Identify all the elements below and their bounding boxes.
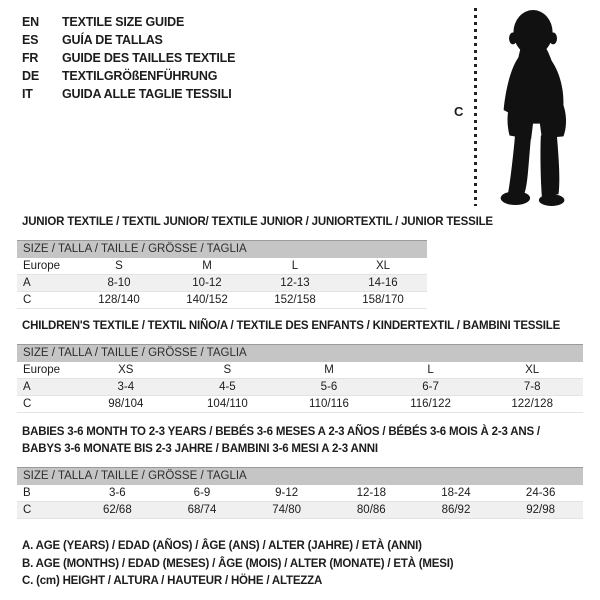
table-row xyxy=(17,485,583,502)
table-cell: L xyxy=(380,362,482,379)
height-figure xyxy=(452,6,584,210)
language-row-es xyxy=(22,31,235,49)
language-row-it xyxy=(22,85,235,103)
legend-line-c: C. (cm) HEIGHT / ALTURA / HAUTEUR / HÖHE / ALTEZZA xyxy=(22,575,323,587)
table-cell: 18-24 xyxy=(414,485,499,502)
table-cell: XS xyxy=(75,362,177,379)
toddler-silhouette-icon xyxy=(485,8,583,208)
row-label: C xyxy=(17,292,75,309)
height-marker-label: C xyxy=(454,104,464,119)
language-code: ES xyxy=(22,33,39,47)
table-cell: XL xyxy=(339,258,427,275)
children-section-title: CHILDREN'S TEXTILE / TEXTIL NIÑO/A / TEXTILE DES ENFANTS / KINDERTEXTIL / BAMBINI TESSILE xyxy=(22,320,561,332)
table-cell: 3-4 xyxy=(75,379,177,396)
row-label: A xyxy=(17,275,75,292)
language-title: TEXTILGRÖßENFÜHRUNG xyxy=(62,69,218,83)
table-cell: 5-6 xyxy=(278,379,380,396)
table-row xyxy=(17,292,427,309)
table-cell: 7-8 xyxy=(481,379,583,396)
row-label: B xyxy=(17,485,75,502)
language-title: TEXTILE SIZE GUIDE xyxy=(62,15,185,29)
junior-size-table xyxy=(17,258,427,309)
table-cell: 116/122 xyxy=(380,396,482,413)
table-cell: S xyxy=(177,362,279,379)
legend-line-b: B. AGE (MONTHS) / EDAD (MESES) / ÂGE (MOIS) / ALTER (MONATE) / ETÀ (MESI) xyxy=(22,557,454,570)
language-row-de xyxy=(22,67,235,85)
table-cell: 14-16 xyxy=(339,275,427,292)
table-cell: XL xyxy=(481,362,583,379)
table-cell: 158/170 xyxy=(339,292,427,309)
table-cell: 122/128 xyxy=(481,396,583,413)
table-cell: 68/74 xyxy=(160,502,245,519)
table-cell: 92/98 xyxy=(498,502,583,519)
table-cell: 12-13 xyxy=(251,275,339,292)
table-cell: M xyxy=(163,258,251,275)
table-cell: 24-36 xyxy=(498,485,583,502)
height-dashed-line xyxy=(474,8,477,206)
junior-section-title: JUNIOR TEXTILE / TEXTIL JUNIOR/ TEXTILE JUNIOR / JUNIORTEXTIL / JUNIOR TESSILE xyxy=(22,216,493,228)
table-cell: 74/80 xyxy=(244,502,329,519)
table-cell: 12-18 xyxy=(329,485,414,502)
table-cell: 8-10 xyxy=(75,275,163,292)
table-cell: 110/116 xyxy=(278,396,380,413)
row-label: C xyxy=(17,502,75,519)
language-row-en xyxy=(22,13,235,31)
row-label: A xyxy=(17,379,75,396)
table-cell: S xyxy=(75,258,163,275)
table-row xyxy=(17,379,583,396)
language-code: IT xyxy=(22,87,33,101)
babies-section-title xyxy=(17,424,583,458)
babies-section xyxy=(17,424,583,519)
language-code: DE xyxy=(22,69,39,83)
legend-line-a: A. AGE (YEARS) / EDAD (AÑOS) / ÂGE (ANS) / ALTER (JAHRE) / ETÀ (ANNI) xyxy=(22,540,422,552)
table-cell: M xyxy=(278,362,380,379)
size-header-bar: SIZE / TALLA / TAILLE / GRÖSSE / TAGLIA xyxy=(17,240,427,258)
table-cell: 3-6 xyxy=(75,485,160,502)
babies-title-line-2: BABYS 3-6 MONATE BIS 2-3 JAHRE / BAMBINI 3-6 MESI A 2-3 ANNI xyxy=(22,443,378,455)
language-title: GUIDE DES TAILLES TEXTILE xyxy=(62,51,236,65)
table-row xyxy=(17,502,583,519)
table-cell: 104/110 xyxy=(177,396,279,413)
table-row xyxy=(17,396,583,413)
language-title: GUÍA DE TALLAS xyxy=(62,33,163,47)
junior-section xyxy=(17,214,493,309)
table-cell: 6-9 xyxy=(160,485,245,502)
table-cell: 80/86 xyxy=(329,502,414,519)
table-cell: 4-5 xyxy=(177,379,279,396)
row-label: C xyxy=(17,396,75,413)
measurement-legend xyxy=(22,538,453,591)
table-cell: 86/92 xyxy=(414,502,499,519)
table-cell: 128/140 xyxy=(75,292,163,309)
babies-size-table xyxy=(17,485,583,519)
language-title-list xyxy=(22,13,235,103)
table-row xyxy=(17,258,427,275)
table-cell: 6-7 xyxy=(380,379,482,396)
children-size-table xyxy=(17,362,583,413)
babies-title-line-1: BABIES 3-6 MONTH TO 2-3 YEARS / BEBÉS 3-6 MESES A 2-3 AÑOS / BÉBÉS 3-6 MOIS À 2-3 ANS / xyxy=(22,426,540,438)
table-cell: 140/152 xyxy=(163,292,251,309)
row-label: Europe xyxy=(17,362,75,379)
table-cell: 98/104 xyxy=(75,396,177,413)
language-code: EN xyxy=(22,15,39,29)
language-title: GUIDA ALLE TAGLIE TESSILI xyxy=(62,87,232,101)
table-row xyxy=(17,362,583,379)
children-section xyxy=(17,318,583,413)
row-label: Europe xyxy=(17,258,75,275)
size-header-bar: SIZE / TALLA / TAILLE / GRÖSSE / TAGLIA xyxy=(17,344,583,362)
table-cell: 9-12 xyxy=(244,485,329,502)
language-row-fr xyxy=(22,49,235,67)
table-cell: 10-12 xyxy=(163,275,251,292)
language-code: FR xyxy=(22,51,39,65)
size-header-bar: SIZE / TALLA / TAILLE / GRÖSSE / TAGLIA xyxy=(17,467,583,485)
table-cell: L xyxy=(251,258,339,275)
table-cell: 152/158 xyxy=(251,292,339,309)
table-cell: 62/68 xyxy=(75,502,160,519)
table-row xyxy=(17,275,427,292)
